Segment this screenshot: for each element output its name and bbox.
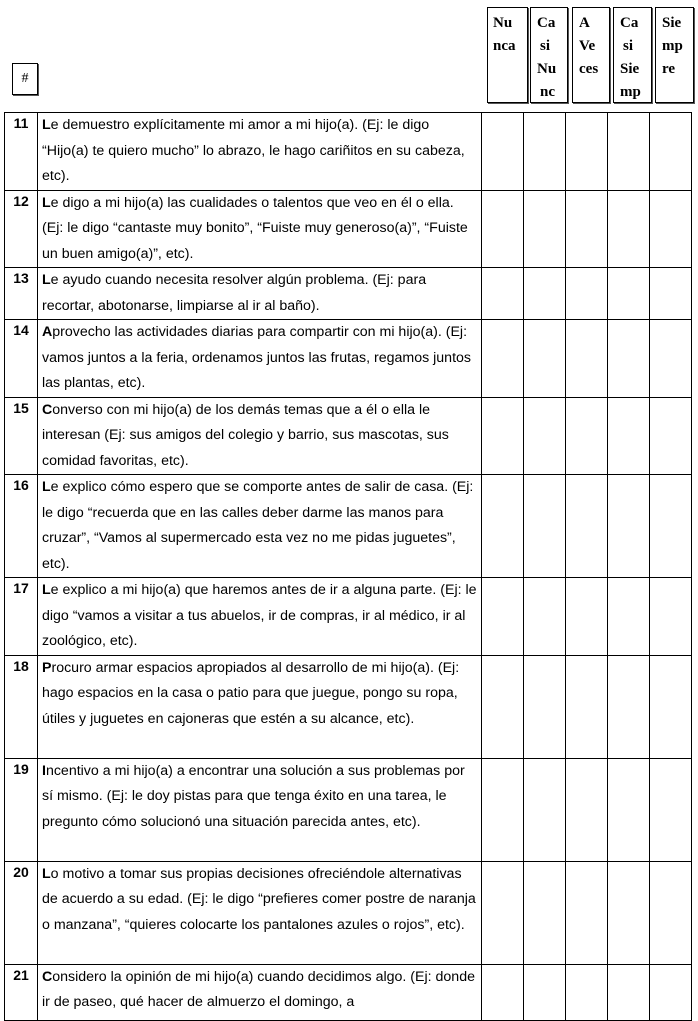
table-row bbox=[5, 268, 692, 320]
item-number: 14 bbox=[5, 320, 38, 398]
answer-cell-siempre[interactable] bbox=[650, 861, 692, 964]
answer-cell-casi-nunca[interactable] bbox=[524, 268, 566, 320]
item-statement bbox=[38, 758, 482, 861]
item-number: 19 bbox=[5, 758, 38, 861]
item-number: 17 bbox=[5, 578, 38, 656]
answer-cell-siempre[interactable] bbox=[650, 190, 692, 268]
questionnaire-table bbox=[4, 112, 692, 1021]
option-header-nunca bbox=[487, 7, 528, 103]
item-statement-text: Le digo a mi hijo(a) las cualidades o talentos que veo en él o ella. (Ej: le digo “cantaste muy bonito”, “Fuiste muy generoso(a)”, “Fuiste un buen amigo(a)”, etc). bbox=[42, 194, 468, 262]
answer-cell-casi-siempre[interactable] bbox=[608, 758, 650, 861]
answer-cell-nunca[interactable] bbox=[482, 268, 524, 320]
item-statement-text: Le ayudo cuando necesita resolver algún problema. (Ej: para recortar, abotonarse, limpiarse al ir al baño). bbox=[42, 272, 427, 314]
answer-cell-siempre[interactable] bbox=[650, 475, 692, 578]
table-row bbox=[5, 578, 692, 656]
answer-cell-a-veces[interactable] bbox=[566, 578, 608, 656]
answer-cell-a-veces[interactable] bbox=[566, 475, 608, 578]
answer-cell-a-veces[interactable] bbox=[566, 190, 608, 268]
option-header-line: Sie bbox=[620, 61, 640, 77]
item-statement bbox=[38, 320, 482, 398]
option-header-line: re bbox=[662, 61, 676, 77]
option-header-line: Ca bbox=[620, 15, 639, 31]
item-statement-text: Le demuestro explícitamente mi amor a mi hijo(a). (Ej: le digo “Hijo(a) te quiero mucho” lo abrazo, le hago cariñitos en su cabeza, etc). bbox=[42, 117, 465, 184]
answer-cell-casi-nunca[interactable] bbox=[524, 320, 566, 398]
item-statement-text: Considero la opinión de mi hijo(a) cuando decidimos algo. (Ej: donde ir de paseo, qué hacer de almuerzo el domingo, a bbox=[42, 968, 475, 1010]
answer-cell-siempre[interactable] bbox=[650, 268, 692, 320]
item-number: 11 bbox=[5, 113, 38, 191]
table-row bbox=[5, 113, 692, 191]
answer-cell-casi-nunca[interactable] bbox=[524, 655, 566, 758]
answer-cell-nunca[interactable] bbox=[482, 655, 524, 758]
answer-cell-casi-siempre[interactable] bbox=[608, 268, 650, 320]
answer-cell-nunca[interactable] bbox=[482, 320, 524, 398]
answer-cell-a-veces[interactable] bbox=[566, 113, 608, 191]
answer-cell-nunca[interactable] bbox=[482, 578, 524, 656]
answer-cell-siempre[interactable] bbox=[650, 397, 692, 475]
answer-cell-a-veces[interactable] bbox=[566, 861, 608, 964]
option-header-line: Nu bbox=[493, 15, 513, 31]
answer-cell-a-veces[interactable] bbox=[566, 268, 608, 320]
answer-cell-nunca[interactable] bbox=[482, 861, 524, 964]
answer-cell-casi-nunca[interactable] bbox=[524, 113, 566, 191]
item-number: 15 bbox=[5, 397, 38, 475]
option-header-line: nca bbox=[493, 38, 516, 54]
answer-cell-nunca[interactable] bbox=[482, 113, 524, 191]
table-row bbox=[5, 758, 692, 861]
answer-cell-nunca[interactable] bbox=[482, 758, 524, 861]
option-header-line: si bbox=[623, 38, 634, 54]
answer-cell-a-veces[interactable] bbox=[566, 655, 608, 758]
option-header-line: Ve bbox=[579, 38, 596, 54]
answer-cell-casi-nunca[interactable] bbox=[524, 861, 566, 964]
answer-cell-siempre[interactable] bbox=[650, 758, 692, 861]
answer-cell-casi-nunca[interactable] bbox=[524, 758, 566, 861]
option-header-line: nc bbox=[540, 84, 555, 100]
item-statement bbox=[38, 475, 482, 578]
answer-cell-casi-siempre[interactable] bbox=[608, 475, 650, 578]
option-header-line: ces bbox=[579, 61, 599, 77]
option-header-casi-siempre bbox=[613, 7, 652, 103]
answer-cell-casi-nunca[interactable] bbox=[524, 475, 566, 578]
answer-cell-casi-siempre[interactable] bbox=[608, 320, 650, 398]
answer-cell-siempre[interactable] bbox=[650, 320, 692, 398]
option-header-line: A bbox=[579, 15, 590, 31]
answer-cell-casi-siempre[interactable] bbox=[608, 397, 650, 475]
item-number: 21 bbox=[5, 964, 38, 1020]
item-statement-text: Aprovecho las actividades diarias para compartir con mi hijo(a). (Ej: vamos juntos a la feria, ordenamos juntos las frutas, regamos juntos las plantas, etc). bbox=[42, 324, 471, 391]
item-number-header: # bbox=[12, 63, 38, 95]
answer-cell-nunca[interactable] bbox=[482, 397, 524, 475]
answer-cell-a-veces[interactable] bbox=[566, 320, 608, 398]
option-header-siempre bbox=[655, 7, 694, 103]
item-statement-text: Procuro armar espacios apropiados al desarrollo de mi hijo(a). (Ej: hago espacios en la casa o patio para que juegue, pongo su ropa, útiles y juguetes en cajoneras que estén a su alcance, etc). bbox=[42, 659, 460, 727]
option-header-line: si bbox=[540, 38, 551, 54]
option-header-line: Sie bbox=[662, 15, 682, 31]
answer-cell-siempre[interactable] bbox=[650, 578, 692, 656]
item-statement-text: Le explico a mi hijo(a) que haremos antes de ir a alguna parte. (Ej: le digo “vamos a visitar a tus abuelos, ir de compras, ir al médico, ir al zoológico, etc). bbox=[42, 582, 477, 649]
item-statement-text: Le explico cómo espero que se comporte antes de salir de casa. (Ej: le digo “recuerda que en las calles deber darme las manos para cruzar”, “Vamos al supermercado esta vez no me pidas juguetes”, etc). bbox=[42, 479, 474, 572]
item-statement-text: Lo motivo a tomar sus propias decisiones ofreciéndole alternativas de acuerdo a su edad. (Ej: le digo “prefieres comer postre de naranja o manzana”, “quieres colocarte los pantalones azules o rojos”, etc). bbox=[42, 865, 476, 933]
answer-cell-siempre[interactable] bbox=[650, 113, 692, 191]
option-header-a-veces bbox=[572, 7, 610, 103]
item-statement bbox=[38, 578, 482, 656]
item-statement bbox=[38, 397, 482, 475]
item-number: 13 bbox=[5, 268, 38, 320]
answer-cell-a-veces[interactable] bbox=[566, 397, 608, 475]
answer-cell-casi-siempre[interactable] bbox=[608, 113, 650, 191]
item-statement bbox=[38, 655, 482, 758]
option-header-line: Ca bbox=[537, 15, 556, 31]
answer-cell-a-veces[interactable] bbox=[566, 758, 608, 861]
option-header-line: mp bbox=[662, 38, 683, 54]
answer-cell-siempre[interactable] bbox=[650, 655, 692, 758]
table-row bbox=[5, 475, 692, 578]
answer-cell-casi-nunca[interactable] bbox=[524, 578, 566, 656]
answer-cell-casi-siempre[interactable] bbox=[608, 861, 650, 964]
table-row bbox=[5, 320, 692, 398]
item-statement-text: Converso con mi hijo(a) de los demás temas que a él o ella le interesan (Ej: sus amigos del colegio y barrio, sus mascotas, sus comidad favoritas, etc). bbox=[42, 401, 449, 469]
item-statement bbox=[38, 861, 482, 964]
answer-cell-nunca[interactable] bbox=[482, 475, 524, 578]
answer-cell-casi-siempre[interactable] bbox=[608, 578, 650, 656]
item-number: 20 bbox=[5, 861, 38, 964]
table-row bbox=[5, 655, 692, 758]
answer-cell-casi-nunca[interactable] bbox=[524, 190, 566, 268]
table-row bbox=[5, 397, 692, 475]
item-number: 18 bbox=[5, 655, 38, 758]
item-statement bbox=[38, 268, 482, 320]
answer-cell-casi-siempre[interactable] bbox=[608, 655, 650, 758]
table-row bbox=[5, 190, 692, 268]
option-header-line: mp bbox=[620, 84, 641, 100]
answer-cell-casi-nunca[interactable] bbox=[524, 397, 566, 475]
item-statement-text: Incentivo a mi hijo(a) a encontrar una solución a sus problemas por sí mismo. (Ej: le doy pistas para que tenga éxito en una tarea, le pregunto cómo solucionó una situación parecida antes, etc). bbox=[42, 762, 465, 830]
item-statement bbox=[38, 190, 482, 268]
option-header-casi-nunca bbox=[530, 7, 568, 103]
option-header-line: Nu bbox=[537, 61, 557, 77]
answer-cell-casi-siempre[interactable] bbox=[608, 190, 650, 268]
table-row bbox=[5, 861, 692, 964]
item-statement bbox=[38, 113, 482, 191]
item-number: 16 bbox=[5, 475, 38, 578]
item-number: 12 bbox=[5, 190, 38, 268]
answer-cell-nunca[interactable] bbox=[482, 190, 524, 268]
